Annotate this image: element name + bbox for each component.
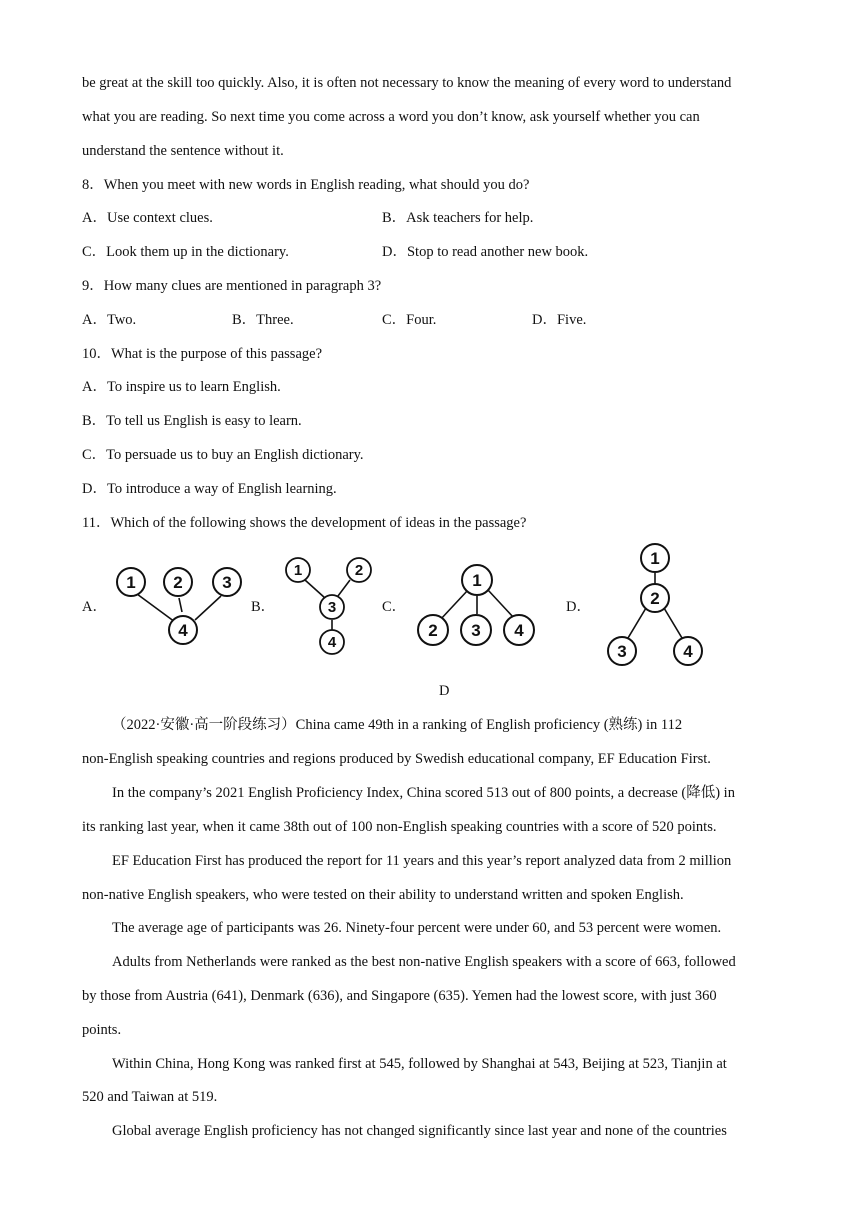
node-label: 3 <box>617 642 627 661</box>
text-line: be great at the skill too quickly. Also, it is often not necessary to know the meaning of every word to understand <box>82 75 732 91</box>
q9-option-c: C．Four. <box>382 312 437 328</box>
diagram-option-b <box>280 552 380 662</box>
passage-line: In the company’s 2021 English Proficiency Index, China scored 513 out of 800 points, a decrease (降低) in <box>112 785 735 801</box>
answer-label: D <box>439 683 450 699</box>
q11-option-d-label: D． <box>566 599 591 615</box>
node-label: 4 <box>683 642 693 661</box>
passage-line: its ranking last year, when it came 38th out of 100 non-English speaking countries with a score of 520 points. <box>82 819 717 835</box>
q10-option-b: B．To tell us English is easy to learn. <box>82 413 302 429</box>
q11-option-b-label: B． <box>251 599 276 615</box>
passage-line: Adults from Netherlands were ranked as the best non-native English speakers with a score of 663, followed <box>112 954 736 970</box>
text-line: understand the sentence without it. <box>82 143 284 159</box>
node-label: 2 <box>354 562 364 579</box>
passage-line: by those from Austria (641), Denmark (636), and Singapore (635). Yemen had the lowest score, with just 360 <box>82 988 717 1004</box>
question-9-stem: 9．How many clues are mentioned in paragraph 3? <box>82 278 382 294</box>
node-label: 3 <box>327 599 337 616</box>
node-label: 1 <box>472 571 482 590</box>
question-11-stem: 11．Which of the following shows the development of ideas in the passage? <box>82 515 527 531</box>
passage-line: 520 and Taiwan at 519. <box>82 1089 218 1105</box>
passage-line: Global average English proficiency has not changed significantly since last year and none of the countries <box>112 1123 727 1139</box>
diagram-option-a <box>105 560 255 650</box>
diagram-option-c <box>410 560 540 655</box>
q10-option-c: C．To persuade us to buy an English dictionary. <box>82 447 364 463</box>
node-label: 4 <box>327 634 337 651</box>
q8-option-d: D．Stop to read another new book. <box>382 244 589 260</box>
q9-option-a: A．Two. <box>82 312 137 328</box>
passage-line: （2022·安徽·高一阶段练习）China came 49th in a ranking of English proficiency (熟练) in 112 <box>112 717 683 733</box>
question-10-stem: 10．What is the purpose of this passage? <box>82 346 323 362</box>
q9-option-d: D．Five. <box>532 312 587 328</box>
q11-option-c-label: C． <box>382 599 407 615</box>
node-label: 1 <box>293 562 303 579</box>
passage-line: points. <box>82 1022 122 1038</box>
text-line: what you are reading. So next time you come across a word you don’t know, ask yourself whether you can <box>82 109 700 125</box>
diagram-option-d <box>602 538 712 673</box>
passage-line: EF Education First has produced the report for 11 years and this year’s report analyzed data from 2 million <box>112 853 732 869</box>
q8-option-a: A．Use context clues. <box>82 210 213 226</box>
passage-line: Within China, Hong Kong was ranked first at 545, followed by Shanghai at 543, Beijing at 523, Tianjin at <box>112 1056 727 1072</box>
node-label: 1 <box>126 573 136 592</box>
q9-option-b: B．Three. <box>232 312 294 328</box>
node-label: 3 <box>471 621 481 640</box>
node-label: 4 <box>178 621 188 640</box>
question-8-stem: 8．When you meet with new words in English reading, what should you do? <box>82 177 530 193</box>
q10-option-a: A．To inspire us to learn English. <box>82 379 281 395</box>
node-label: 4 <box>514 621 524 640</box>
q8-option-b: B．Ask teachers for help. <box>382 210 534 226</box>
q11-option-a-label: A． <box>82 599 107 615</box>
q10-option-d: D．To introduce a way of English learning. <box>82 481 337 497</box>
q8-option-c: C．Look them up in the dictionary. <box>82 244 289 260</box>
node-label: 2 <box>173 573 183 592</box>
node-label: 2 <box>428 621 438 640</box>
node-label: 2 <box>650 589 660 608</box>
passage-line: The average age of participants was 26. Ninety-four percent were under 60, and 53 percent were women. <box>112 920 722 936</box>
node-label: 1 <box>650 549 660 568</box>
passage-line: non-native English speakers, who were tested on their ability to understand written and spoken English. <box>82 887 684 903</box>
node-label: 3 <box>222 573 232 592</box>
passage-line: non-English speaking countries and regions produced by Swedish educational company, EF Education First. <box>82 751 711 767</box>
